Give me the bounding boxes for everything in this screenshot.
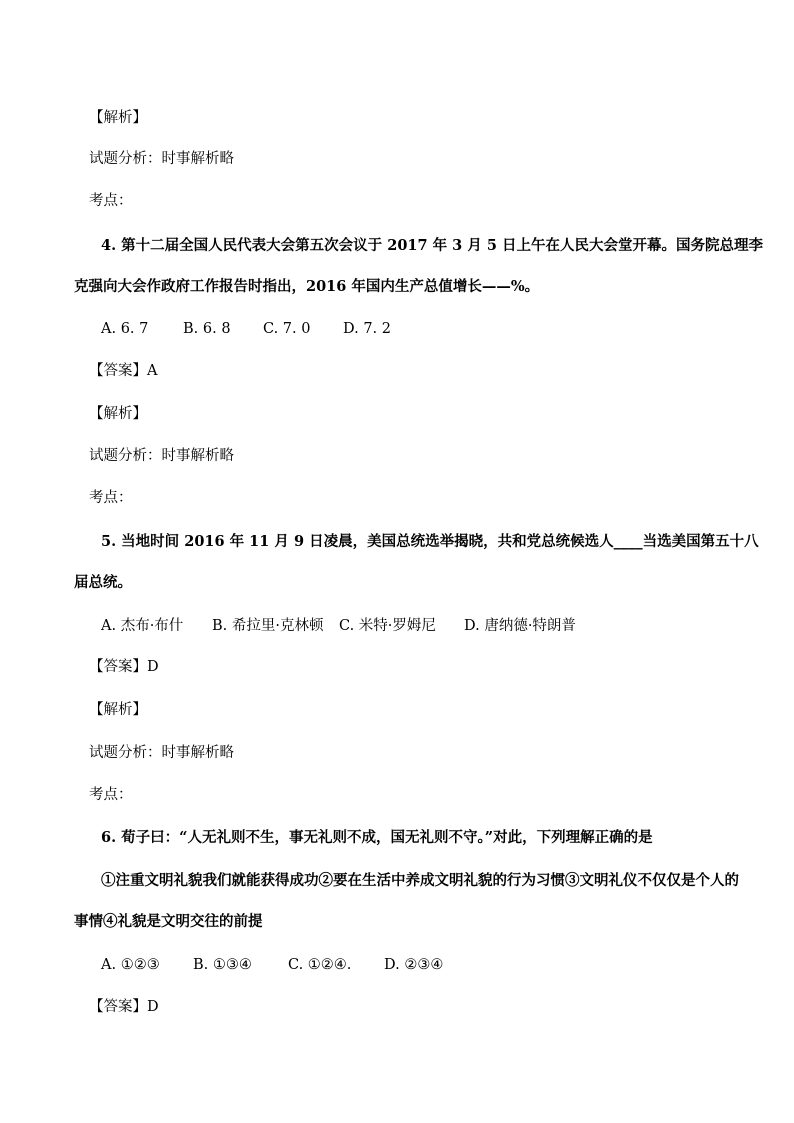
q5-option-d: D. 唐纳德·特朗普 xyxy=(464,618,576,634)
analysis-text: 试题分析：时事解析略 xyxy=(89,151,234,167)
q6-answer: 【答案】D xyxy=(89,999,159,1015)
analysis-label: 【解析】 xyxy=(89,110,147,126)
q6-option-c: C. ①②④. xyxy=(288,957,352,973)
q5-option-b: B. 希拉里·克林顿 xyxy=(212,618,324,634)
q6-option-a: A. ①②③ xyxy=(101,957,160,973)
q4-stem-line1: 4. 第十二届全国人民代表大会第五次会议于 2017 年 3 月 5 日上午在人民大会堂开幕。国务院总理李 xyxy=(101,237,764,254)
q6-statements-line2: 事情④礼貌是文明交往的前提 xyxy=(74,913,263,930)
q4-kaodian-label: 考点： xyxy=(89,490,133,506)
q4-option-a: A. 6. 7 xyxy=(101,321,149,337)
q5-analysis-text: 试题分析：时事解析略 xyxy=(89,745,234,761)
q6-option-b: B. ①③④ xyxy=(193,957,252,973)
q6-stem: 6. 荀子曰：“人无礼则不生，事无礼则不成，国无礼则不守。”对此，下列理解正确的是 xyxy=(101,829,653,846)
q5-analysis-label: 【解析】 xyxy=(89,702,147,718)
q4-option-b: B. 6. 8 xyxy=(183,321,231,337)
q4-stem-line2: 克强向大会作政府工作报告时指出，2016 年国内生产总值增长——%。 xyxy=(74,278,540,295)
q5-answer: 【答案】D xyxy=(89,659,159,675)
q4-option-d: D. 7. 2 xyxy=(343,321,391,337)
q5-kaodian-label: 考点： xyxy=(89,787,133,803)
q6-option-d: D. ②③④ xyxy=(384,957,444,973)
q5-stem-line2: 届总统。 xyxy=(74,574,132,591)
q6-statements-line1: ①注重文明礼貌我们就能获得成功②要在生活中养成文明礼貌的行为习惯③文明礼仪不仅仅是个人的 xyxy=(101,872,739,889)
q4-answer: 【答案】A xyxy=(89,363,158,379)
q4-analysis-text: 试题分析：时事解析略 xyxy=(89,448,234,464)
kaodian-label: 考点： xyxy=(89,193,133,209)
q5-option-c: C. 米特·罗姆尼 xyxy=(339,618,436,634)
q4-analysis-label: 【解析】 xyxy=(89,406,147,422)
q4-option-c: C. 7. 0 xyxy=(263,321,311,337)
q5-stem-line1: 5. 当地时间 2016 年 11 月 9 日凌晨，美国总统选举揭晓，共和党总统候选人____当选美国第五十八 xyxy=(101,533,759,550)
q5-option-a: A. 杰布·布什 xyxy=(101,618,184,634)
